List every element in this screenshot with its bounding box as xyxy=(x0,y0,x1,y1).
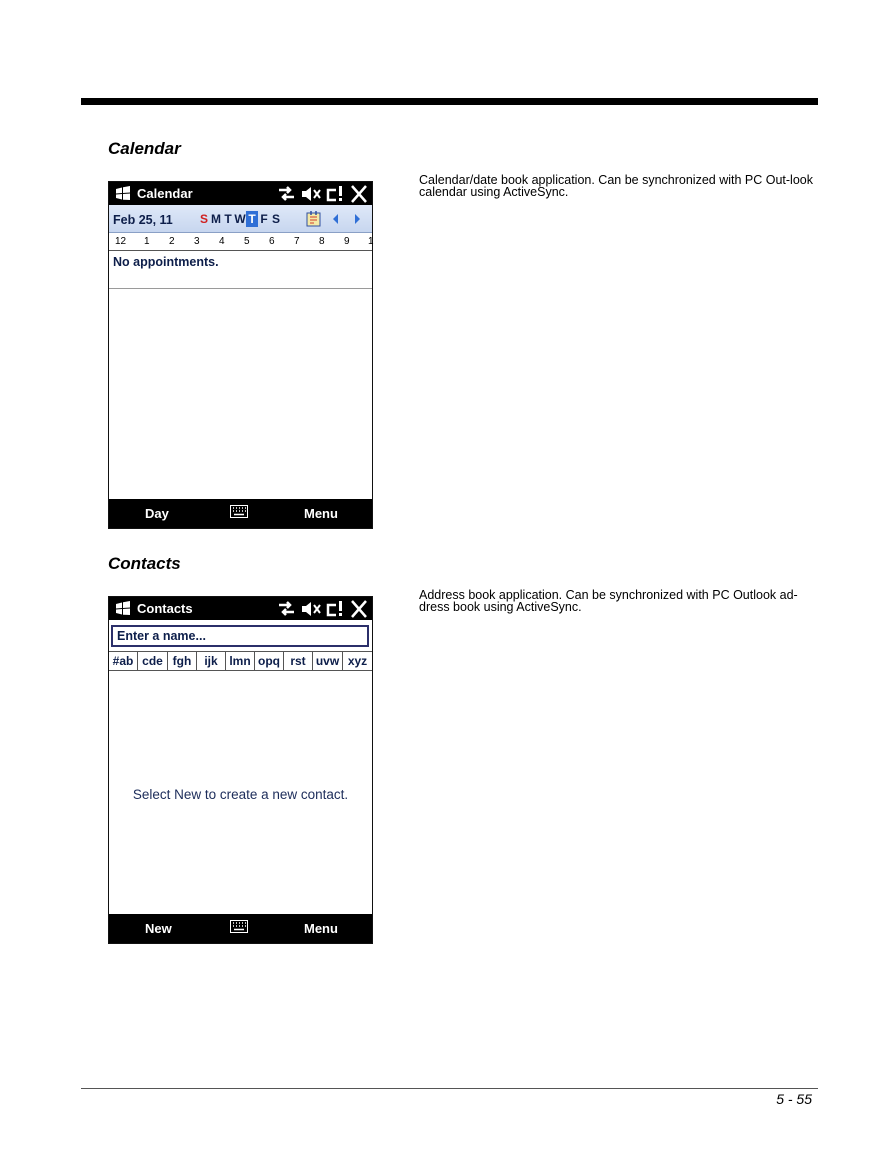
calendar-screenshot xyxy=(108,181,373,529)
current-date[interactable]: Feb 25, 11 xyxy=(113,213,173,227)
hour-label: 1 xyxy=(368,236,374,247)
keyboard-icon[interactable] xyxy=(230,920,248,933)
hour-label: 5 xyxy=(244,236,250,247)
letter-group-tab[interactable]: fgh xyxy=(168,652,197,670)
letter-group-bar xyxy=(109,651,372,671)
letter-group-tab[interactable]: lmn xyxy=(226,652,255,670)
hour-label: 2 xyxy=(169,236,175,247)
status-tray xyxy=(276,599,372,619)
next-week-icon[interactable] xyxy=(349,210,367,228)
letter-group-tab[interactable]: xyz xyxy=(347,654,368,668)
app-title: Contacts xyxy=(137,601,193,616)
previous-week-icon[interactable] xyxy=(327,210,345,228)
letter-group-tab[interactable]: cde xyxy=(138,652,168,670)
status-tray xyxy=(276,184,372,204)
hour-label: 8 xyxy=(319,236,325,247)
weekday-sun[interactable]: S xyxy=(199,212,208,226)
connectivity-icon[interactable] xyxy=(276,599,298,619)
menu-softkey[interactable]: Menu xyxy=(304,506,338,521)
hour-label: 12 xyxy=(115,236,127,247)
calendar-titlebar xyxy=(109,182,372,205)
contacts-titlebar xyxy=(109,597,372,620)
volume-muted-icon[interactable] xyxy=(300,599,322,619)
contacts-heading: Contacts xyxy=(108,554,181,573)
signal-alert-icon[interactable] xyxy=(324,599,346,619)
contacts-softkey-bar xyxy=(109,914,372,943)
hour-label: 1 xyxy=(144,236,150,247)
new-softkey[interactable]: New xyxy=(145,921,172,936)
weekday-fri[interactable]: F xyxy=(260,212,268,226)
hour-label: 7 xyxy=(294,236,300,247)
calendar-description: Calendar/date book application. Can be synchronized with PC Out-look calendar using ActiveSync. xyxy=(419,173,813,199)
calendar-softkey-bar xyxy=(109,499,372,528)
footer-rule xyxy=(81,1088,818,1089)
go-to-today-icon[interactable] xyxy=(305,210,323,228)
windows-start-icon[interactable] xyxy=(115,601,131,616)
menu-softkey[interactable]: Menu xyxy=(304,921,338,936)
signal-alert-icon[interactable] xyxy=(324,184,346,204)
appointment-divider xyxy=(109,288,372,289)
close-icon[interactable] xyxy=(348,599,370,619)
weekday-sat[interactable]: S xyxy=(271,212,280,226)
page-number: 5 - 55 xyxy=(776,1091,812,1107)
weekday-thu-today[interactable]: T xyxy=(246,211,258,227)
hour-label: 4 xyxy=(219,236,225,247)
letter-group-tab[interactable]: #ab xyxy=(109,652,138,670)
no-appointments-message: No appointments. xyxy=(113,255,219,269)
contacts-description: Address book application. Can be synchronized with PC Outlook ad-dress book using ActiveSync. xyxy=(419,588,798,614)
hour-ruler xyxy=(109,234,372,251)
week-selector xyxy=(198,211,282,227)
hour-label: 6 xyxy=(269,236,275,247)
top-rule xyxy=(81,98,818,105)
keyboard-icon[interactable] xyxy=(230,505,248,518)
calendar-toolbar xyxy=(109,205,372,233)
app-title: Calendar xyxy=(137,186,193,201)
letter-group-tab[interactable]: uvw xyxy=(313,652,343,670)
letter-group-tab[interactable]: rst xyxy=(284,652,313,670)
letter-group-tab[interactable]: ijk xyxy=(197,652,226,670)
day-softkey[interactable]: Day xyxy=(145,506,169,521)
contact-search-input[interactable]: Enter a name... xyxy=(111,625,369,647)
letter-group-tab[interactable]: opq xyxy=(255,652,284,670)
hour-label: 3 xyxy=(194,236,200,247)
windows-start-icon[interactable] xyxy=(115,186,131,201)
connectivity-icon[interactable] xyxy=(276,184,298,204)
empty-contacts-message: Select New to create a new contact. xyxy=(132,787,349,802)
hour-label: 9 xyxy=(344,236,350,247)
weekday-tue[interactable]: T xyxy=(224,212,232,226)
volume-muted-icon[interactable] xyxy=(300,184,322,204)
weekday-mon[interactable]: M xyxy=(211,212,221,226)
contacts-screenshot xyxy=(108,596,373,944)
weekday-wed[interactable]: W xyxy=(234,212,246,226)
calendar-heading: Calendar xyxy=(108,139,181,158)
close-icon[interactable] xyxy=(348,184,370,204)
